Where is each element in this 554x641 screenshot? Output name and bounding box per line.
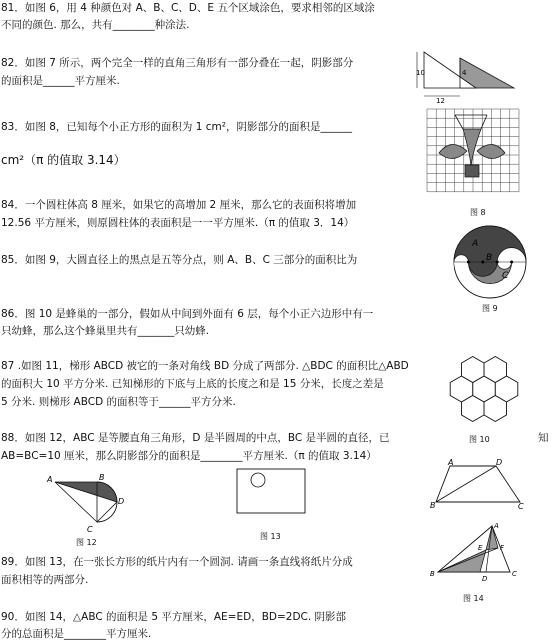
fig13-caption: 图 13 — [260, 532, 281, 541]
fig11-label-a: A — [448, 458, 454, 467]
fig13-hole — [251, 473, 265, 487]
problem-82-line1: 82．如图 7 所示，两个完全一样的直角三角形有一部分叠在一起，阴影部分 — [1, 57, 354, 69]
fig12-label-c: C — [87, 525, 93, 534]
fig11-label-b: B — [430, 501, 436, 510]
fig12-label-a: A — [47, 475, 53, 484]
fig12-caption: 图 12 — [76, 538, 97, 547]
fig7-label-10: 10 — [416, 69, 425, 77]
fig8-left-leaf — [439, 144, 467, 158]
problem-81-line1: 81．如图 6，用 4 种颜色对 A、B、C、D、E 五个区域涂色，要求相邻的区域涂 — [1, 2, 375, 14]
figure-8 — [425, 107, 523, 195]
problem-84-line2: 12.56 平方厘米，则原圆柱体的表面积是一一平方厘米.（π 的值取 3．14） — [1, 217, 355, 229]
problem-82-line2: 的面积是______平方厘米. — [1, 75, 120, 87]
fig14-label-e: E — [478, 544, 483, 552]
problem-89-line2: 面积相等的两部分. — [1, 574, 89, 586]
fig8-caption: 图 8 — [470, 208, 486, 217]
problem-86-line2: 只幼蜂，那么这个蜂巢里共有_______只幼蜂. — [1, 325, 210, 337]
problem-88-line1-cont: 知 — [538, 432, 549, 444]
figure-12 — [45, 470, 125, 538]
fig11-label-c: C — [518, 502, 524, 510]
fig12-label-b: B — [99, 473, 105, 482]
fig11-diagonal-bd — [436, 466, 496, 502]
fig14-label-c: C — [512, 570, 517, 578]
figure-14 — [428, 520, 520, 582]
problem-85-line1: 85．如图 9，大圆直径上的黑点是五等分点，则 A、B、C 三部分的面积比为 — [1, 254, 358, 266]
fig14-caption: 图 14 — [463, 594, 484, 603]
fig14-label-b: B — [430, 570, 435, 578]
problem-86-line1: 86．图 10 是蜂巢的一部分，假如从中间到外面有 6 层，每个小正六边形中有一 — [1, 308, 374, 320]
problem-89-line1: 89．如图 13，在一张长方形的纸片内有一个圆洞. 请画一条直线将纸片分成 — [1, 556, 353, 568]
problem-90-line2: 分的总面积是________平方厘米. — [1, 628, 152, 640]
fig8-center-petal — [463, 129, 481, 169]
fig7-label-4: 4 — [462, 69, 467, 77]
problem-88-line1: 88．如图 12，ABC 是等腰直角三角形，D 是半圆周的中点，BC 是半圆的直径，已 — [1, 432, 390, 444]
problem-88-line2: AB=BC=10 厘米，那么阴影部分的面积是________平方厘米.（π 的值取 3.14） — [1, 450, 377, 462]
problem-83-line1: 83．如图 8，已知每个小正方形的面积为 1 cm²，阴影部分的面积是______ — [1, 121, 352, 133]
fig11-label-d: D — [496, 458, 503, 467]
fig12-label-d: D — [118, 497, 125, 506]
problem-81-line2: 不同的颜色. 那么，共有________种涂法. — [1, 19, 190, 31]
fig9-caption: 图 9 — [482, 304, 498, 313]
problem-83-line2: cm²（π 的值取 3.14） — [1, 153, 126, 167]
figure-9 — [450, 222, 530, 302]
figure-7 — [414, 48, 518, 106]
fig9-label-a: A — [472, 239, 479, 249]
figure-11 — [430, 458, 526, 510]
figure-13 — [236, 468, 308, 518]
fig14-label-f: F — [500, 544, 505, 552]
problem-90-line1: 90．如图 14，△ABC 的面积是 5 平方厘米，AE=ED，BD=2DC. 阴影部 — [1, 611, 347, 623]
problem-84-line1: 84．一个圆柱体高 8 厘米，如果它的高增加 2 厘米，那么它的表面积将增加 — [1, 199, 357, 211]
fig14-label-d: D — [482, 575, 488, 582]
fig9-label-b: B — [486, 253, 493, 263]
fig7-label-12: 12 — [436, 97, 445, 105]
figure-10 — [442, 345, 526, 433]
fig10-caption: 图 10 — [469, 435, 490, 444]
fig11-trapezoid — [436, 466, 520, 502]
fig14-label-a: A — [494, 522, 499, 530]
fig9-label-c: C — [502, 271, 509, 281]
fig13-rectangle — [237, 469, 305, 513]
fig8-stem — [465, 165, 479, 177]
problem-87-line2: 的面积大 10 平方分米. 已知梯形的下底与上底的长度之和是 15 分米，长度之差是 — [1, 378, 384, 390]
problem-87-line3: 5 分米. 则梯形 ABCD 的面积等于______平方分米. — [1, 396, 236, 408]
problem-87-line1: 87 .如图 11，梯形 ABCD 被它的一条对角线 BD 分成了两部分. △BDC 的面积比△ABD — [1, 360, 409, 372]
